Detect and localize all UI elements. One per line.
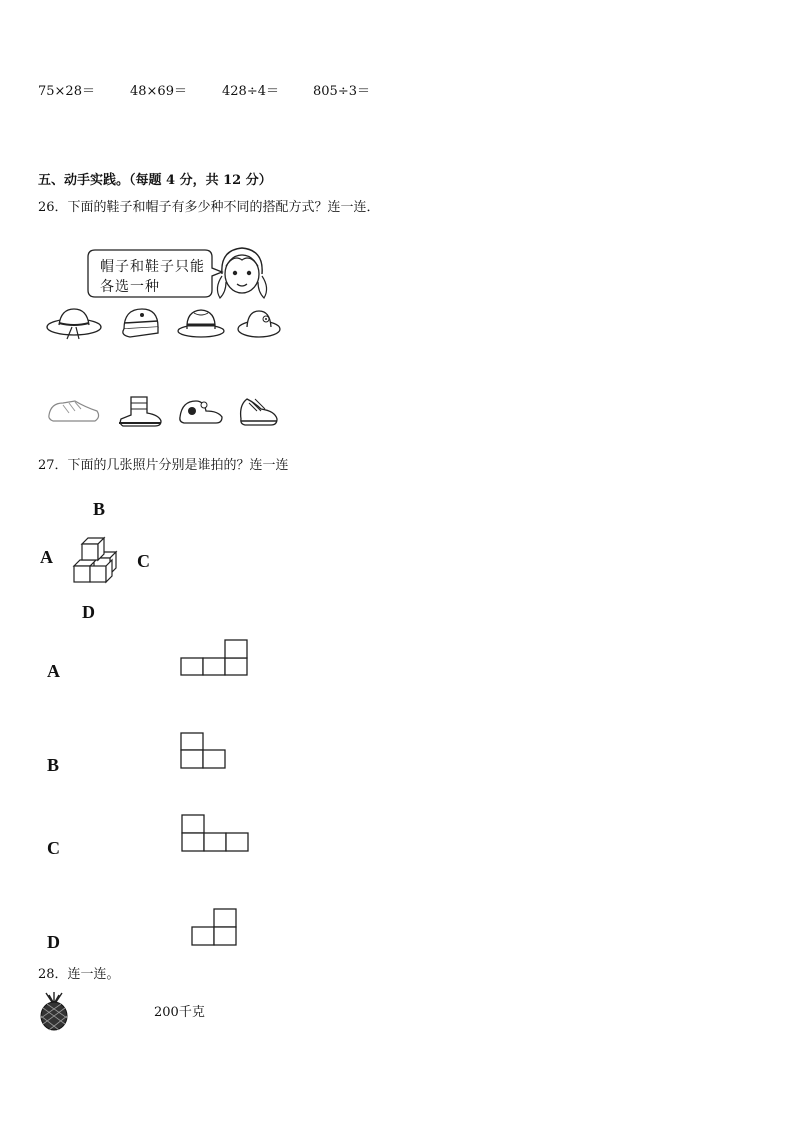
option-b-label: B xyxy=(47,755,60,775)
boot-icon xyxy=(117,393,163,429)
q26-text: 26．下面的鞋子和帽子有多少种不同的搭配方式？连一连． xyxy=(38,200,380,215)
calc-48x69: 48×69＝ xyxy=(130,84,187,99)
child-shoe-icon xyxy=(176,393,226,427)
pineapple-icon xyxy=(36,992,72,1032)
calc-428div4: 428÷4＝ xyxy=(222,84,279,99)
q28-text: 28．连一连。 xyxy=(38,967,120,982)
cube-stack-figure xyxy=(68,530,120,586)
speech-line-1: 帽子和鞋子只能 xyxy=(100,259,205,275)
option-d-label: D xyxy=(47,932,60,952)
fedora-icon xyxy=(176,305,226,341)
section-five-heading: 五、动手实践。（每题 4 分，共 12 分） xyxy=(38,173,272,188)
viewpoint-d: D xyxy=(82,602,95,622)
q27-text: 27．下面的几张照片分别是谁拍的？连一连 xyxy=(38,458,289,473)
weight-200kg: 200千克 xyxy=(154,1005,205,1020)
option-a-label: A xyxy=(47,661,60,681)
hat-bow-icon xyxy=(45,305,103,341)
viewpoint-a: A xyxy=(40,547,53,567)
calc-75x28: 75×28＝ xyxy=(38,84,95,99)
option-b-view xyxy=(180,731,230,771)
calc-805div3: 805÷3＝ xyxy=(313,84,370,99)
option-d-view xyxy=(190,907,240,947)
sun-hat-flower-icon xyxy=(236,305,282,341)
sneaker-icon xyxy=(45,393,101,427)
option-c-label: C xyxy=(47,838,60,858)
option-c-view xyxy=(180,813,252,855)
sport-shoe-icon xyxy=(235,393,281,429)
girl-icon xyxy=(212,244,272,302)
speech-line-2: 各选一种 xyxy=(100,279,160,295)
cap-icon xyxy=(118,305,162,341)
option-a-view xyxy=(180,638,250,678)
viewpoint-c: C xyxy=(137,551,150,571)
viewpoint-b: B xyxy=(93,499,106,519)
